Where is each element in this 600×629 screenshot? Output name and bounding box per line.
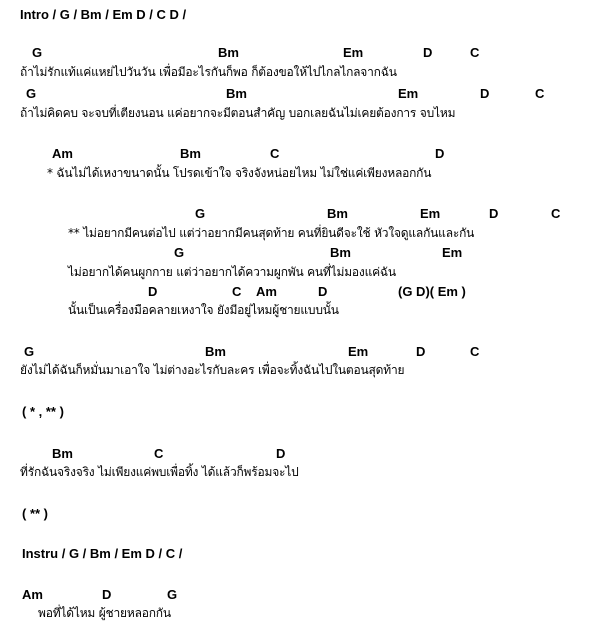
intro-line: Intro / G / Bm / Em D / C D / xyxy=(20,7,187,22)
chord-symbol: G xyxy=(26,86,37,101)
chord-symbol: Bm xyxy=(180,146,201,161)
chord-symbol: Em xyxy=(398,86,419,101)
repeat-marker: ( * , ** ) xyxy=(22,404,64,419)
chord-symbol: Em xyxy=(420,206,441,221)
chord-symbol: Bm xyxy=(327,206,348,221)
chord-symbol: G xyxy=(32,45,43,60)
chord-symbol: D xyxy=(102,587,112,602)
lyric-line: ** ไม่อยากมีคนต่อไป แต่ว่าอยากมีคนสุดท้าย คนที่ยินดีจะใช้ หัวใจดูแลกันและกัน xyxy=(68,226,475,240)
repeat-marker: ( ** ) xyxy=(22,506,48,521)
chord-symbol: D xyxy=(416,344,426,359)
chord-symbol: C xyxy=(270,146,280,161)
chord-symbol: Em xyxy=(348,344,369,359)
chord-symbol: G xyxy=(167,587,178,602)
lyric-line: นั้นเป็นเครื่องมือคลายเหงาใจ ยังมีอยู่ไหมผู้ชายแบบนั้น xyxy=(68,303,339,317)
chord-symbol: Bm xyxy=(330,245,351,260)
lyric-line: ยังไม่ได้ฉันก็หมั่นมาเอาใจ ไม่ต่างอะไรกับละคร เพื่อจะทิ้งฉันไปในตอนสุดท้าย xyxy=(20,363,405,377)
chord-symbol: C xyxy=(232,284,242,299)
chord-symbol: C xyxy=(551,206,561,221)
chord-symbol: Am xyxy=(256,284,277,299)
chord-symbol: Em xyxy=(343,45,364,60)
chord-symbol: D xyxy=(423,45,433,60)
chord-symbol: D xyxy=(489,206,499,221)
chord-symbol: D xyxy=(318,284,328,299)
chord-symbol: Bm xyxy=(52,446,73,461)
lyric-line: ที่รักฉันจริงจริง ไม่เพียงแค่พบเพื่อทิ้ง ได้แล้วก็พร้อมจะไป xyxy=(20,465,299,479)
chord-symbol: (G D)( Em ) xyxy=(398,284,466,299)
instru-line: Instru / G / Bm / Em D / C / xyxy=(22,546,183,561)
lyric-line: พอที่ได้ไหม ผู้ชายหลอกกัน xyxy=(38,606,171,620)
lyric-line: ถ้าไม่คิดคบ จะจบที่เตียงนอน แค่อยากจะมีตอนสำคัญ บอกเลยฉันไม่เคยต้องการ จบไหม xyxy=(20,106,456,120)
chord-symbol: Em xyxy=(442,245,463,260)
chord-symbol: G xyxy=(174,245,185,260)
chord-symbol: Bm xyxy=(226,86,247,101)
chord-symbol: D xyxy=(276,446,286,461)
lyric-line: * ฉันไม่ได้เหงาขนาดนั้น โปรดเข้าใจ จริงจังหน่อยไหม ไม่ใช่แค่เพียงหลอกกัน xyxy=(47,166,432,180)
chord-symbol: C xyxy=(535,86,545,101)
chord-symbol: C xyxy=(470,45,480,60)
chord-symbol: D xyxy=(435,146,445,161)
chord-symbol: G xyxy=(24,344,35,359)
chord-symbol: D xyxy=(480,86,490,101)
chord-symbol: D xyxy=(148,284,158,299)
lyric-line: ถ้าไม่รักแท้แค่แหย่ไปวันวัน เพื่อมีอะไรกันก็พอ ก็ต้องขอให้ไปไกลไกลจากฉัน xyxy=(20,65,397,79)
chord-symbol: Bm xyxy=(205,344,226,359)
chord-symbol: C xyxy=(154,446,164,461)
chord-symbol: Bm xyxy=(218,45,239,60)
lyric-line: ไม่อยากได้คนผูกกาย แต่ว่าอยากได้ความผูกพัน คนที่ไม่มองแค่ฉัน xyxy=(68,265,396,279)
chord-symbol: C xyxy=(470,344,480,359)
chord-symbol: Am xyxy=(22,587,43,602)
chord-symbol: G xyxy=(195,206,206,221)
chord-symbol: Am xyxy=(52,146,73,161)
